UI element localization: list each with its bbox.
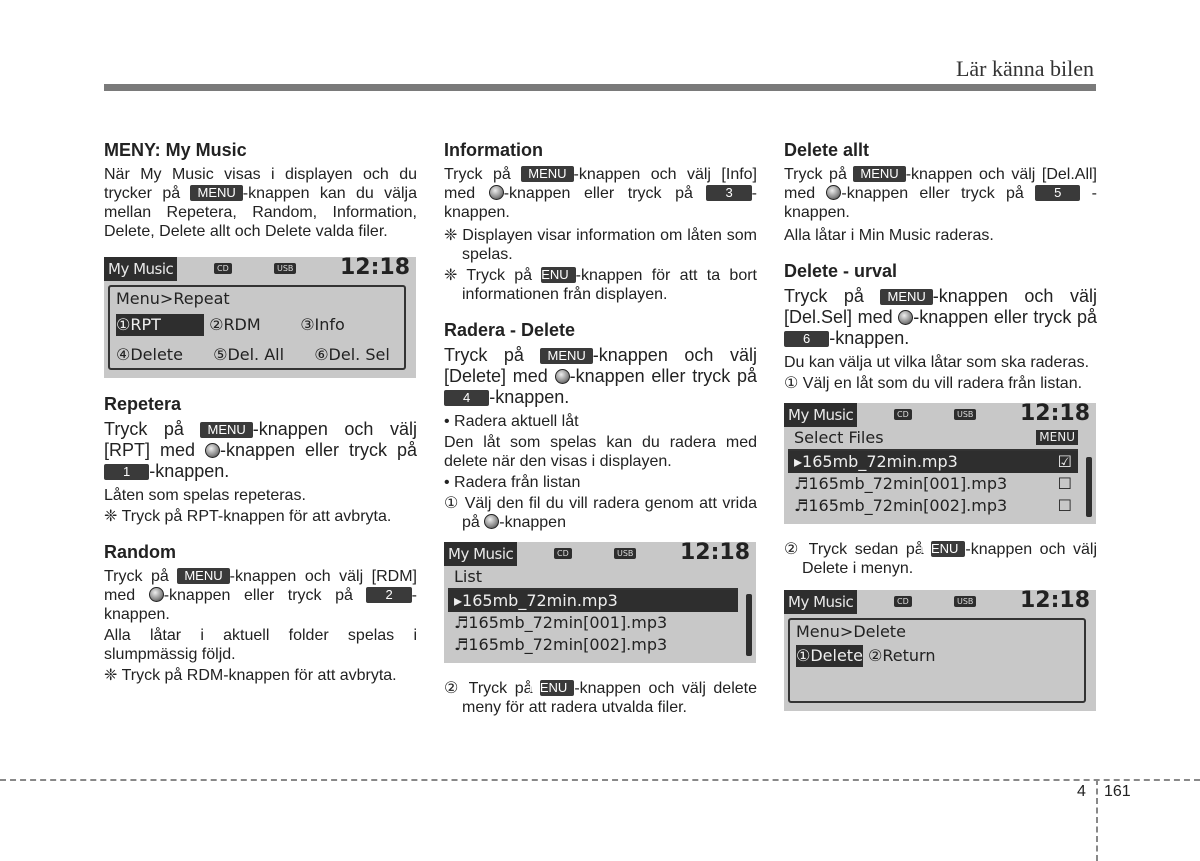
text: ① Välj den fil du vill radera genom att vrida på: [444, 495, 757, 531]
text: -knappen eller tryck på: [569, 366, 757, 386]
tune-knob-icon: [826, 185, 841, 200]
menu-button-icon: MENU: [880, 289, 932, 305]
lcd-app-label: My Music: [104, 257, 177, 281]
step-select-1: ① Välj en låt som du vill radera från listan.: [784, 375, 1083, 392]
text: -knappen och välj [RDM] med: [104, 568, 417, 604]
lcd-app-label: My Music: [784, 403, 857, 427]
column-3: [784, 140, 1097, 727]
text: Tryck på: [104, 568, 178, 585]
footer-vertical-rule: [1096, 779, 1098, 861]
lcd-clock: 12:18: [679, 542, 750, 565]
cd-icon: CD: [894, 409, 912, 420]
text: -knappen och välj [Del.All] med: [784, 166, 1098, 202]
text: -knappen och välj [Del.Sel] med: [784, 286, 1097, 327]
lcd-file-row: ♬165mb_72min[001].mp3: [794, 474, 1008, 493]
para-delete-current: Den låt som spelas kan du radera med delete när den visas i displayen.: [444, 434, 757, 470]
preset-3-button-icon: 3: [706, 185, 751, 201]
text: -knappen.: [489, 387, 570, 407]
text: -knappen eller tryck på: [841, 185, 1036, 202]
heading-delete-select: Delete - urval: [784, 261, 898, 281]
cd-icon: CD: [214, 263, 232, 274]
chapter-number: 4: [1077, 783, 1086, 800]
heading-repetera: Repetera: [104, 394, 182, 414]
text: ② Tryck på: [444, 680, 541, 697]
lcd-file-row: ▸165mb_72min.mp3: [794, 452, 958, 471]
lcd-app-label: My Music: [784, 590, 857, 614]
usb-icon: USB: [274, 263, 296, 274]
note-info-1: ❈ Displayen visar information om låten som spelas.: [444, 227, 757, 263]
menu-button-icon: MENU: [853, 166, 905, 182]
note-info-2: [444, 266, 757, 304]
text: ❈ Tryck på: [444, 267, 542, 284]
text: -knappen.: [829, 328, 910, 348]
text: Tryck på: [104, 419, 201, 439]
text: -knappen eller tryck på: [503, 185, 707, 202]
para-repetera: [104, 419, 417, 482]
lcd-file-row: ♬165mb_72min[002].mp3: [454, 635, 668, 654]
tune-knob-icon: [205, 443, 220, 458]
text: Tryck på: [444, 166, 522, 183]
tune-knob-icon: [489, 185, 504, 200]
menu-button-icon: MENU: [200, 422, 252, 438]
checkbox-icon: ☐: [1057, 496, 1072, 515]
para-repetera-result: Låten som spelas repeteras.: [104, 487, 306, 504]
section-repetera: [104, 394, 417, 526]
section-delete-select: [784, 261, 1097, 711]
column-1: [104, 140, 417, 701]
menu-button-icon: MENU: [540, 348, 592, 364]
lcd-display-delete-menu: [784, 590, 1096, 711]
header-rule: [104, 84, 1096, 91]
section-delete: [444, 320, 757, 717]
checkbox-checked-icon: ☑: [1057, 452, 1072, 471]
tune-knob-icon: [898, 310, 913, 325]
bullet-delete-list: • Radera från listan: [444, 474, 581, 491]
lcd-option-rpt: ①RPT: [116, 314, 204, 336]
lcd-option-del-all: ⑤Del. All: [213, 345, 285, 364]
para-meny: [104, 165, 417, 241]
checkbox-icon: ☐: [1057, 474, 1072, 493]
step-delete-1: [444, 494, 757, 532]
para-delete-all: [784, 165, 1097, 222]
text: -knappen och välj [Delete] med: [444, 345, 757, 386]
lcd-list-title: List: [448, 566, 738, 590]
text: Tryck på: [444, 345, 541, 365]
lcd-clock: 12:18: [1019, 590, 1090, 613]
lcd-option-del-sel: ⑥Del. Sel: [314, 345, 390, 364]
menu-button-icon: MENU: [177, 568, 229, 584]
text: ② Tryck sedan på: [784, 541, 932, 558]
text: Tryck på: [784, 166, 854, 183]
menu-button-icon: MENU: [540, 680, 574, 696]
section-delete-all: [784, 140, 1097, 245]
text: -knappen och välj [Info] med: [444, 166, 757, 202]
preset-2-button-icon: 2: [366, 587, 411, 603]
usb-icon: USB: [614, 548, 636, 559]
tune-knob-icon: [555, 369, 570, 384]
text: -knappen kan du välja mellan Repetera, Random, Information, Delete, Delete allt och Delete valda filer.: [104, 185, 418, 240]
text: -knappen.: [444, 185, 757, 221]
column-2: [444, 140, 757, 733]
lcd-display-list: [444, 542, 756, 663]
text: -knappen.: [149, 461, 230, 481]
lcd-option-return: ②Return: [868, 646, 936, 665]
heading-random: Random: [104, 542, 176, 562]
lcd-app-label: My Music: [444, 542, 517, 566]
heading-delete-all: Delete allt: [784, 140, 870, 160]
preset-4-button-icon: 4: [444, 390, 489, 406]
lcd-display-repeat: [104, 257, 416, 378]
menu-button-icon: MENU: [541, 267, 575, 283]
note-repetera: ❈ Tryck på RPT-knappen för att avbryta.: [104, 508, 392, 525]
para-delete-all-result: Alla låtar i Min Music raderas.: [784, 227, 994, 244]
section-meny: [104, 140, 417, 241]
page-number: 161: [1104, 783, 1131, 800]
text: -knappen eller tryck på: [913, 307, 1098, 327]
menu-button-icon: MENU: [190, 185, 242, 201]
footer-rule: [0, 779, 1200, 781]
menu-button-icon: MENU: [931, 541, 965, 557]
step-delete-2: [444, 679, 757, 717]
para-random-result: Alla låtar i aktuell folder spelas i slumpmässig följd.: [104, 627, 417, 663]
section-random: [104, 542, 417, 685]
text: När My Music visas i displayen och du trycker på: [104, 166, 417, 202]
text: -knappen.: [784, 185, 1097, 221]
para-information: [444, 165, 757, 222]
scrollbar: [746, 594, 752, 656]
lcd-list-title: Select Files: [794, 428, 884, 447]
menu-button-icon: MENU: [521, 166, 573, 182]
text: -knappen eller tryck på: [163, 587, 367, 604]
para-delete-select: [784, 286, 1097, 349]
usb-icon: USB: [954, 409, 976, 420]
para-delete-select-info: Du kan välja ut vilka låtar som ska raderas.: [784, 354, 1090, 371]
heading-delete: Radera - Delete: [444, 320, 576, 340]
lcd-display-select-files: [784, 403, 1096, 524]
note-random: ❈ Tryck på RDM-knappen för att avbryta.: [104, 667, 397, 684]
lcd-menu-title: Menu>Delete: [796, 622, 906, 641]
lcd-clock: 12:18: [1019, 403, 1090, 426]
lcd-option-delete: ④Delete: [116, 345, 183, 364]
text: -knappen för att ta bort informationen från displayen.: [462, 267, 758, 303]
para-delete: [444, 345, 757, 408]
lcd-option-info: ③Info: [300, 315, 345, 334]
page-header-title: Lär känna bilen: [955, 56, 1094, 81]
cd-icon: CD: [554, 548, 572, 559]
lcd-menu-title: Menu>Repeat: [116, 289, 230, 308]
step-select-2: [784, 540, 1097, 578]
lcd-file-row: ♬165mb_72min[001].mp3: [454, 613, 668, 632]
scrollbar: [1086, 457, 1092, 517]
text: -knappen och välj Delete i menyn.: [802, 541, 1097, 577]
lcd-option-rdm: ②RDM: [209, 315, 261, 334]
heading-information: Information: [444, 140, 543, 160]
preset-1-button-icon: 1: [104, 464, 149, 480]
usb-icon: USB: [954, 596, 976, 607]
lcd-option-delete: ①Delete: [796, 646, 863, 665]
text: -knappen: [499, 514, 566, 531]
text: -knappen.: [104, 587, 417, 623]
text: -knappen eller tryck på: [219, 440, 418, 460]
section-information: [444, 140, 757, 304]
bullet-delete-current: • Radera aktuell låt: [444, 413, 579, 430]
preset-5-button-icon: 5: [1035, 185, 1080, 201]
lcd-clock: 12:18: [339, 257, 410, 280]
heading-meny: MENY: My Music: [104, 140, 247, 160]
text: -knappen och välj delete meny för att radera utvalda filer.: [462, 680, 758, 716]
cd-icon: CD: [894, 596, 912, 607]
lcd-menu-badge: MENU: [1036, 430, 1078, 445]
text: Tryck på: [784, 286, 881, 306]
lcd-file-row: ▸165mb_72min.mp3: [448, 590, 738, 612]
tune-knob-icon: [484, 514, 499, 529]
text: -knappen och välj [RPT] med: [104, 419, 417, 460]
para-random: [104, 567, 417, 624]
preset-6-button-icon: 6: [784, 331, 829, 347]
tune-knob-icon: [149, 587, 164, 602]
lcd-file-row: ♬165mb_72min[002].mp3: [794, 496, 1008, 515]
